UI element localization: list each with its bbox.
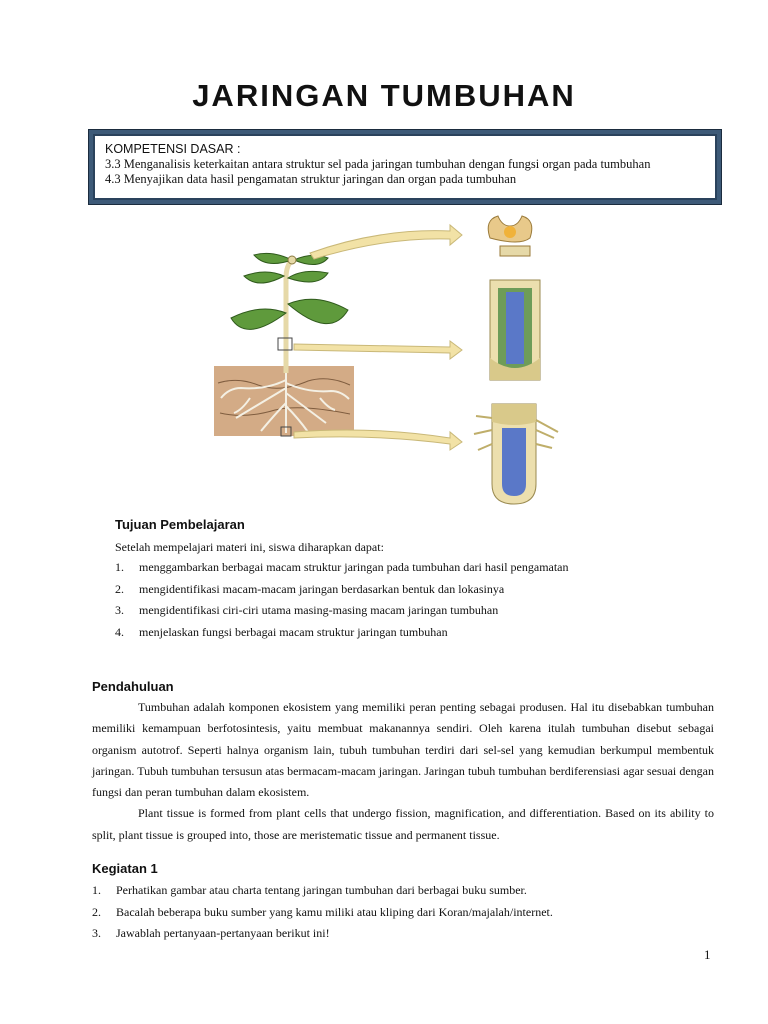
kompetensi-box-inner bbox=[93, 134, 717, 200]
kompetensi-line-1: 3.3 Menganalisis keterkaitan antara struktur sel pada jaringan tumbuhan dengan fungsi organ pada tumbuhan bbox=[105, 157, 651, 171]
pendahuluan-heading: Pendahuluan bbox=[92, 679, 174, 694]
kompetensi-box bbox=[88, 129, 722, 205]
list-item: 3. Jawablah pertanyaan-pertanyaan berikut ini! bbox=[92, 926, 330, 940]
page-title: JARINGAN TUMBUHAN bbox=[192, 78, 576, 113]
stem-detail bbox=[490, 280, 540, 380]
kompetensi-heading: KOMPETENSI DASAR : bbox=[105, 142, 241, 156]
list-item: 4. menjelaskan fungsi berbagai macam struktur jaringan tumbuhan bbox=[115, 624, 448, 639]
list-item: 1. Perhatikan gambar atau charta tentang jaringan tumbuhan dari berbagai buku sumber. bbox=[92, 883, 527, 897]
plant-apex bbox=[288, 256, 296, 264]
plant-tissue-diagram-icon bbox=[210, 208, 580, 513]
kegiatan-list bbox=[92, 883, 712, 948]
list-item: 2. Bacalah beberapa buku sumber yang kamu miliki atau kliping dari Koran/majalah/internet. bbox=[92, 904, 553, 919]
apex-detail bbox=[488, 216, 532, 256]
list-item: 2. mengidentifikasi macam-macam jaringan berdasarkan bentuk dan lokasinya bbox=[115, 581, 505, 596]
page-number: 1 bbox=[704, 947, 711, 962]
pendahuluan-body bbox=[92, 697, 714, 846]
tujuan-intro: Setelah mempelajari materi ini, siswa diharapkan dapat: bbox=[115, 540, 384, 554]
tujuan-heading: Tujuan Pembelajaran bbox=[115, 517, 245, 532]
kegiatan-heading: Kegiatan 1 bbox=[92, 861, 158, 876]
pendahuluan-paragraph-1: Tumbuhan adalah komponen ekosistem yang memiliki peran penting sebagai produsen. Hal itu disebabkan tumbuhan memiliki kemampuan berfotosintesis, yaitu membuat makanannya sendiri. Oleh karena itulah tumbuhan disebut sebagai organism autotrof. Seperti halnya organism lain, tubuh tumbuhan terdiri dari sel-sel yang kemudian berkumpul membentuk jaringan. Tubuh tumbuhan tersusun atas bermacam-macam jaringan. Jaringan tubuh tumbuhan berdiferensiasi agar sesuai dengan fungsi dan peran tumbuhan dalam ekosistem. bbox=[92, 700, 714, 800]
pendahuluan-paragraph-2: Plant tissue is formed from plant cells that undergo fission, magnification, and differentiation. Based on its ability to split, plant tissue is grouped into, those are meristematic tissue and permanent tissue. bbox=[92, 806, 714, 842]
list-item: 1. menggambarkan berbagai macam struktur jaringan pada tumbuhan dari hasil pengamatan bbox=[115, 560, 569, 574]
list-item: 3. mengidentifikasi ciri-ciri utama masing-masing macam jaringan tumbuhan bbox=[115, 603, 499, 617]
tujuan-list bbox=[115, 560, 715, 646]
soil-region bbox=[214, 366, 354, 436]
root-detail bbox=[474, 404, 558, 504]
kompetensi-line-2: 4.3 Menyajikan data hasil pengamatan struktur jaringan dan organ pada tumbuhan bbox=[105, 172, 517, 186]
